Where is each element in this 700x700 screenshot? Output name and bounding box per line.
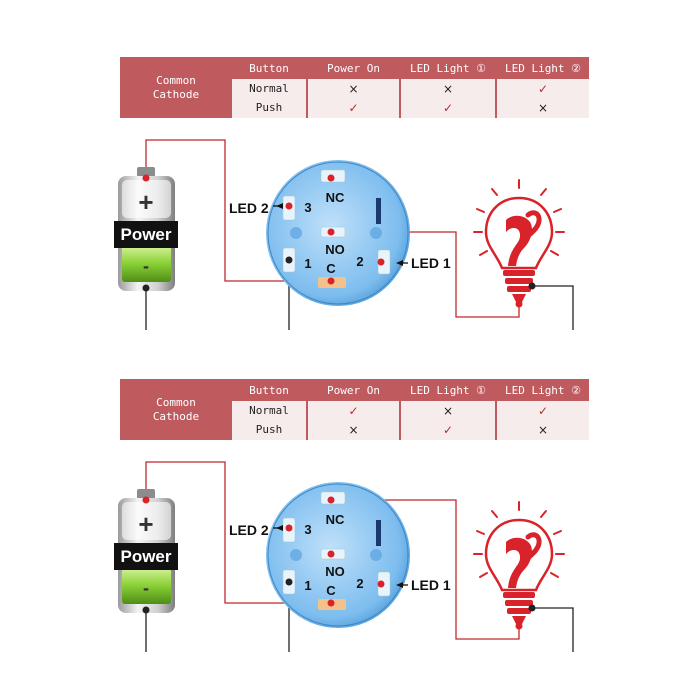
pin-3-label: 3 — [304, 522, 312, 537]
row-label: Normal — [232, 79, 306, 99]
pin-1-label: 1 — [304, 578, 312, 593]
nc-label: NC — [325, 512, 345, 527]
cell-led-light-1: ✓ — [401, 420, 495, 440]
pin-2-label: 2 — [356, 576, 364, 591]
led1-label: LED 1 — [411, 577, 451, 593]
cell-power-on: × — [308, 79, 399, 99]
cell-led-light-2: × — [497, 420, 589, 440]
light-bulb-icon — [474, 502, 564, 630]
pin-2-label: 2 — [356, 254, 364, 269]
power-label: Power — [120, 547, 172, 566]
header-power-on: Power On — [327, 384, 380, 397]
wiring-panel-top — [0, 0, 700, 330]
pin-3-label: 3 — [304, 200, 312, 215]
wiring-panel-bottom — [0, 322, 700, 652]
header-button: Button — [249, 384, 289, 397]
battery-minus-label: - — [143, 578, 149, 598]
battery-icon — [114, 489, 178, 614]
led1-label: LED 1 — [411, 255, 451, 271]
no-label: NO — [325, 564, 345, 579]
pin-1-label: 1 — [304, 256, 312, 271]
header-led-light-2: LED Light ② — [504, 62, 582, 75]
wiring-diagram — [0, 322, 700, 652]
power-label: Power — [120, 225, 172, 244]
row-label: Normal — [232, 401, 306, 421]
wiring-diagram — [0, 0, 700, 330]
cell-led-light-1: × — [401, 79, 495, 99]
header-led-light-1: LED Light ① — [409, 384, 487, 397]
led2-label: LED 2 — [229, 200, 269, 216]
header-led-light-1: LED Light ① — [409, 62, 487, 75]
battery-plus-label: + — [138, 187, 154, 217]
common-cathode-line2: Cathode — [152, 409, 200, 423]
cell-led-light-1: × — [401, 401, 495, 421]
header-led-light-2: LED Light ② — [504, 384, 582, 397]
battery-icon — [114, 167, 178, 292]
c-label: C — [326, 583, 336, 598]
cell-led-light-2: ✓ — [497, 401, 589, 421]
header-power-on: Power On — [327, 62, 380, 75]
cell-power-on: ✓ — [308, 98, 399, 118]
battery-minus-label: - — [143, 256, 149, 276]
led2-label: LED 2 — [229, 522, 269, 538]
nc-label: NC — [325, 190, 345, 205]
no-label: NO — [325, 242, 345, 257]
cell-led-light-1: ✓ — [401, 98, 495, 118]
push-button-switch-icon — [266, 482, 410, 628]
cell-power-on: × — [308, 420, 399, 440]
c-label: C — [326, 261, 336, 276]
common-cathode-line2: Cathode — [152, 87, 200, 101]
row-label: Push — [232, 420, 306, 440]
push-button-switch-icon — [266, 160, 410, 306]
light-bulb-icon — [474, 180, 564, 308]
row-label: Push — [232, 98, 306, 118]
header-button: Button — [249, 62, 289, 75]
cell-led-light-2: × — [497, 98, 589, 118]
cell-led-light-2: ✓ — [497, 79, 589, 99]
battery-plus-label: + — [138, 509, 154, 539]
common-cathode-line1: Common — [156, 395, 196, 409]
common-cathode-line1: Common — [156, 73, 196, 87]
cell-power-on: ✓ — [308, 401, 399, 421]
